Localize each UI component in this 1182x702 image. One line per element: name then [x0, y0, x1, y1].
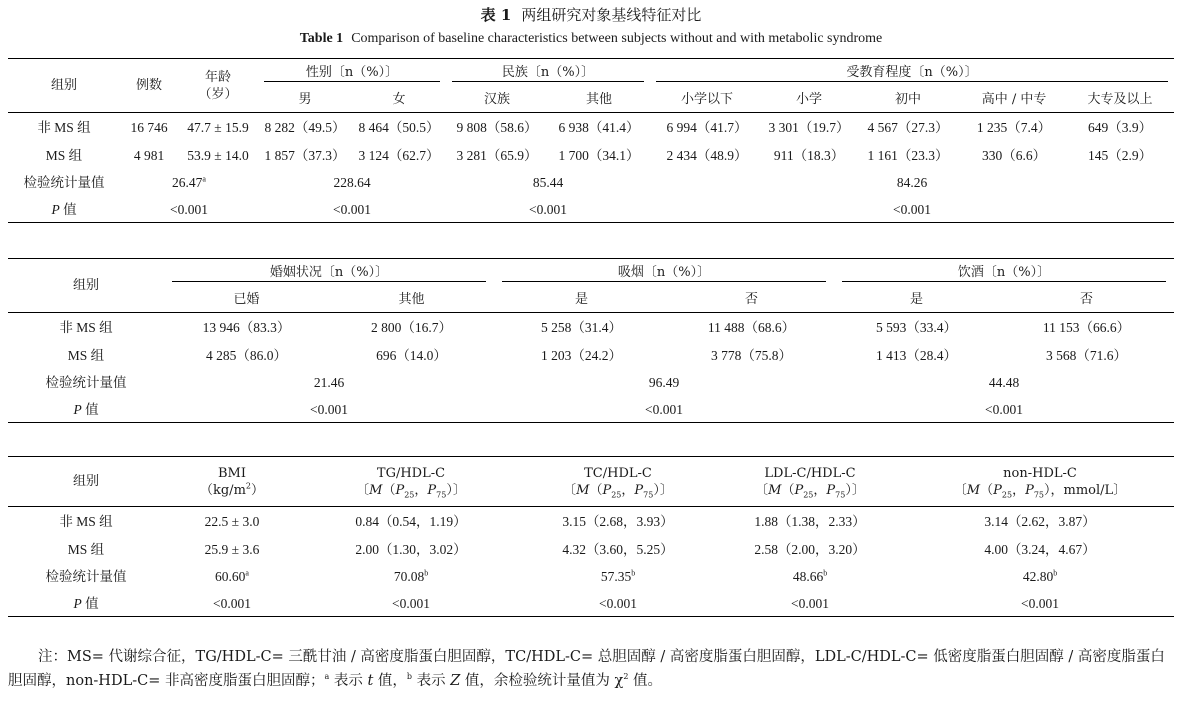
bmi-header-label: BMI — [218, 465, 246, 481]
table-note — [8, 645, 1174, 693]
cell: 3 124（62.7） — [358, 148, 440, 163]
cell: 1.88（1.38，2.33） — [714, 507, 906, 537]
stat-ethnicity: 85.44 — [532, 175, 564, 190]
table-demographics — [8, 58, 1174, 223]
q-open: 〔 — [563, 482, 577, 498]
cell: 3 778（75.8） — [711, 348, 793, 363]
p-label-italic: P — [51, 201, 60, 217]
note-sup-2: 2 — [623, 672, 629, 682]
stat-nonhdl — [906, 563, 1174, 591]
smoke-col-yes: 是 — [575, 291, 589, 307]
q-25: 25 — [611, 490, 622, 500]
q-p: P — [826, 482, 836, 498]
note-t: t — [367, 673, 374, 689]
tc-header-label: TC/HDL-C — [584, 465, 652, 481]
cell: 53.9 ± 14.0 — [187, 148, 249, 163]
table-row — [8, 537, 1174, 563]
p-ldl: <0.001 — [714, 591, 906, 617]
sex-header — [258, 59, 446, 87]
q-open: 〔 — [755, 482, 769, 498]
row-label: 非 MS 组 — [8, 507, 164, 537]
group-header: 组别 — [8, 259, 164, 313]
note-text: 值，余检验统计量值为 χ — [460, 673, 624, 689]
edu-col-primary: 小学 — [796, 91, 823, 107]
tc-header: TC/HDL-C 〔$M(P_{25}$，$P_{75}$）〕 — [522, 457, 714, 507]
cell: 1 857（37.3） — [264, 148, 346, 163]
cell: 13 946（83.3） — [164, 313, 329, 343]
cell: 11 153（66.6） — [999, 313, 1174, 343]
edu-col-junior: 初中 — [895, 91, 922, 107]
p-label-italic: P — [73, 595, 82, 611]
age-header-unit: （岁） — [198, 86, 238, 102]
n-header: 例数 — [120, 59, 178, 113]
marital-col-other: 其他 — [398, 291, 425, 307]
drink-header-label: 饮酒〔n（%）〕 — [842, 264, 1166, 282]
table-caption-cn — [0, 6, 1182, 24]
tg-header-label: TG/HDL-C — [376, 465, 446, 481]
p-label — [8, 591, 164, 617]
edu-col-senior: 高中 / 中专 — [981, 91, 1047, 107]
cell: 649（3.9） — [1066, 113, 1174, 143]
stat-tg — [300, 563, 522, 591]
q-75: 75 — [835, 490, 846, 500]
stat-value: 57.35 — [600, 569, 632, 584]
cell: 330（6.6） — [981, 148, 1047, 163]
drink-col-yes: 是 — [910, 291, 924, 307]
cell: 4.00（3.24，4.67） — [984, 542, 1096, 557]
note-text: 注：MS= 代谢综合征，TG/HDL-C= 三酰甘油 / 高密度脂蛋白胆固醇，TC/HDL-C= 总胆固醇 / 高密度脂蛋白胆固醇，LDL-C/HDL-C= 低密度脂蛋白胆固醇 / 高密度脂蛋白胆固醇，non-HDL-C= 非高密度脂蛋白胆固醇； — [8, 649, 1165, 689]
group-header: 组别 — [8, 457, 164, 507]
note-text: 表示 — [329, 673, 368, 689]
p-smoke: <0.001 — [494, 397, 834, 423]
q-close: ）〕 — [845, 482, 865, 498]
p-nonhdl: <0.001 — [906, 591, 1174, 617]
cell: 22.5 ± 3.0 — [164, 507, 300, 537]
stat-sup: b — [823, 568, 828, 578]
stat-bmi — [164, 563, 300, 591]
p-marital: <0.001 — [164, 397, 494, 423]
table-row — [8, 113, 1174, 143]
cell: 2 800（16.7） — [329, 313, 494, 343]
group-header: 组别 — [8, 59, 120, 113]
stat-sex: 228.64 — [333, 175, 371, 190]
p-label-rest: 值 — [81, 595, 99, 611]
education-header — [650, 59, 1174, 87]
sex-col-female: 女 — [392, 91, 406, 107]
p-bmi: <0.001 — [164, 591, 300, 617]
stat-value: 48.66 — [792, 569, 824, 584]
q-open: 〔 — [356, 482, 370, 498]
cell: 5 258（31.4） — [494, 313, 669, 343]
cell: 2.58（2.00，3.20） — [754, 542, 866, 557]
stat-row — [8, 369, 1174, 397]
cell: 8 282（49.5） — [258, 113, 352, 143]
cell: 8 464（50.5） — [352, 113, 446, 143]
q-25: 25 — [803, 490, 814, 500]
cell: 3 568（71.6） — [1046, 348, 1128, 363]
sex-col-male: 男 — [298, 91, 312, 107]
p-sex: <0.001 — [258, 197, 446, 223]
note-text: 值。 — [628, 673, 663, 689]
cell: 4.32（3.60，5.25） — [562, 542, 674, 557]
caption-text-cn: 两组研究对象基线特征对比 — [521, 6, 702, 24]
q-p: P — [427, 482, 437, 498]
q-25: 25 — [404, 490, 415, 500]
marital-header — [164, 259, 494, 287]
cell: 696（14.0） — [376, 348, 447, 363]
q-p: P — [993, 482, 1002, 498]
nonhdl-header: non-HDL-C 〔$M(P_{25}$，$P_{75}$），mmol/L〕 — [906, 457, 1174, 507]
nonhdl-header-label: non-HDL-C — [1003, 465, 1077, 481]
smoke-header-label: 吸烟〔n（%）〕 — [502, 264, 826, 282]
stat-age — [120, 169, 258, 197]
q-p: P — [602, 482, 612, 498]
row-label: 非 MS 组 — [8, 313, 164, 343]
stat-education: 84.26 — [896, 175, 928, 190]
p-row — [8, 591, 1174, 617]
eth-col-other: 其他 — [586, 91, 613, 107]
q-75: 75 — [436, 490, 447, 500]
stat-sup: b — [424, 568, 429, 578]
note-z: Z — [450, 673, 461, 689]
table-caption-en — [0, 30, 1182, 48]
caption-label-en: Table 1 — [299, 31, 344, 46]
q-75: 75 — [643, 490, 654, 500]
table-row — [8, 507, 1174, 537]
stat-row — [8, 169, 1174, 197]
cell: 1 203（24.2） — [541, 348, 623, 363]
q-close: ）〕 — [446, 482, 466, 498]
cell: 11 488（68.6） — [669, 313, 834, 343]
ldl-header-label: LDL-C/HDL-C — [764, 465, 856, 481]
smoke-col-no: 否 — [745, 291, 759, 307]
stat-value: 60.60 — [215, 569, 246, 584]
cell: 1 700（34.1） — [558, 148, 640, 163]
cell: 911（18.3） — [773, 148, 845, 163]
q-p: P — [794, 482, 804, 498]
cell: 1 235（7.4） — [962, 113, 1066, 143]
cell: 3.15（2.68，3.93） — [522, 507, 714, 537]
p-label-rest: 值 — [59, 201, 77, 217]
cell: 2 434（48.9） — [666, 148, 748, 163]
q-m: M — [768, 482, 782, 498]
p-ethnicity: <0.001 — [446, 197, 650, 223]
tg-header: TG/HDL-C 〔$M(P_{25}$，$P_{75}$）〕 — [300, 457, 522, 507]
nonhdl-unit: ，mmol/L — [1050, 482, 1114, 498]
q-p: P — [395, 482, 405, 498]
q-25: 25 — [1001, 490, 1013, 500]
note-sup-b: b — [406, 672, 413, 682]
stat-row — [8, 563, 1174, 591]
stat-marital: 21.46 — [313, 375, 345, 390]
cell: 4 567（27.3） — [854, 113, 962, 143]
cell: 3 281（65.9） — [456, 148, 538, 163]
edu-col-below-primary: 小学以下 — [681, 91, 734, 107]
stat-label: 检验统计量值 — [23, 175, 105, 190]
p-label-rest: 值 — [81, 401, 99, 417]
cell: 5 593（33.4） — [834, 313, 999, 343]
p-label-italic: P — [73, 401, 82, 417]
row-label: MS 组 — [45, 148, 83, 163]
cell: 3.14（2.62，3.87） — [906, 507, 1174, 537]
stat-tc — [522, 563, 714, 591]
education-header-label: 受教育程度〔n（%）〕 — [656, 64, 1168, 82]
cell: 9 808（58.6） — [446, 113, 548, 143]
bmi-unit-post: ） — [251, 482, 265, 498]
row-label: 非 MS 组 — [8, 113, 120, 143]
sex-header-label: 性别〔n（%）〕 — [264, 64, 440, 82]
cell: 47.7 ± 15.9 — [178, 113, 258, 143]
row-label: MS 组 — [67, 348, 105, 363]
cell: 3 301（19.7） — [764, 113, 854, 143]
ldl-header: LDL-C/HDL-C 〔$M(P_{25}$，$P_{75}$）〕 — [714, 457, 906, 507]
smoke-header — [494, 259, 834, 287]
age-header — [178, 59, 258, 113]
stat-age-value: 26.47 — [172, 175, 203, 190]
table-row — [8, 343, 1174, 369]
cell: 16 746 — [120, 113, 178, 143]
cell: 1 161（23.3） — [867, 148, 949, 163]
q-m: M — [576, 482, 590, 498]
stat-label: 检验统计量值 — [45, 569, 127, 584]
stat-label: 检验统计量值 — [45, 375, 127, 390]
ethnicity-header — [446, 59, 650, 87]
q-close: ）〕 — [653, 482, 673, 498]
bmi-header — [164, 457, 300, 507]
bmi-unit-sup: 2 — [245, 481, 251, 491]
p-label — [8, 397, 164, 423]
ethnicity-header-label: 民族〔n（%）〕 — [452, 64, 644, 82]
cell: 4 981 — [133, 148, 165, 163]
p-age: <0.001 — [120, 197, 258, 223]
cell: 1 413（28.4） — [876, 348, 958, 363]
note-text: 表示 — [412, 673, 451, 689]
cell: 2.00（1.30，3.02） — [355, 542, 467, 557]
drink-header — [834, 259, 1174, 287]
stat-sup: b — [631, 568, 636, 578]
q-open: 〔 — [953, 482, 967, 498]
stat-value: 42.80 — [1022, 569, 1054, 584]
stat-sup: b — [1053, 568, 1058, 578]
p-label — [8, 197, 120, 223]
marital-col-married: 已婚 — [233, 291, 260, 307]
p-drink: <0.001 — [834, 397, 1174, 423]
stat-value: 70.08 — [393, 569, 425, 584]
table-row — [8, 143, 1174, 169]
table-lifestyle — [8, 258, 1174, 423]
cell: 4 285（86.0） — [206, 348, 287, 363]
p-row — [8, 397, 1174, 423]
q-p: P — [1025, 482, 1034, 498]
table-lipids — [8, 456, 1174, 617]
p-row — [8, 197, 1174, 223]
eth-col-han: 汉族 — [484, 91, 511, 107]
p-tc: <0.001 — [522, 591, 714, 617]
edu-col-college: 大专及以上 — [1087, 91, 1153, 107]
stat-ldl — [714, 563, 906, 591]
bmi-unit-pre: （kg/m — [199, 482, 246, 498]
caption-label-cn: 表 1 — [480, 6, 512, 24]
q-p: P — [634, 482, 644, 498]
note-text: 值， — [373, 673, 407, 689]
cell: 145（2.9） — [1087, 148, 1153, 163]
caption-text-en: Comparison of baseline characteristics between subjects without and with metabolic syndrome — [351, 31, 883, 46]
cell: 25.9 ± 3.6 — [204, 542, 260, 557]
table-row — [8, 313, 1174, 343]
age-header-label: 年龄 — [204, 69, 231, 85]
cell: 0.84（0.54，1.19） — [300, 507, 522, 537]
cell: 6 994（41.7） — [650, 113, 764, 143]
stat-age-sup: a — [202, 174, 206, 184]
cell: 6 938（41.4） — [548, 113, 650, 143]
row-label: MS 组 — [67, 542, 105, 557]
stat-drink: 44.48 — [988, 375, 1020, 390]
drink-col-no: 否 — [1080, 291, 1094, 307]
q-75: 75 — [1033, 490, 1045, 500]
stat-smoke: 96.49 — [648, 375, 680, 390]
marital-header-label: 婚姻状况〔n（%）〕 — [172, 264, 486, 282]
stat-sup: a — [245, 568, 249, 578]
q-m: M — [369, 482, 383, 498]
q-m: M — [966, 482, 981, 498]
note-sup-a: a — [324, 672, 330, 682]
p-tg: <0.001 — [300, 591, 522, 617]
p-education: <0.001 — [650, 197, 1174, 223]
